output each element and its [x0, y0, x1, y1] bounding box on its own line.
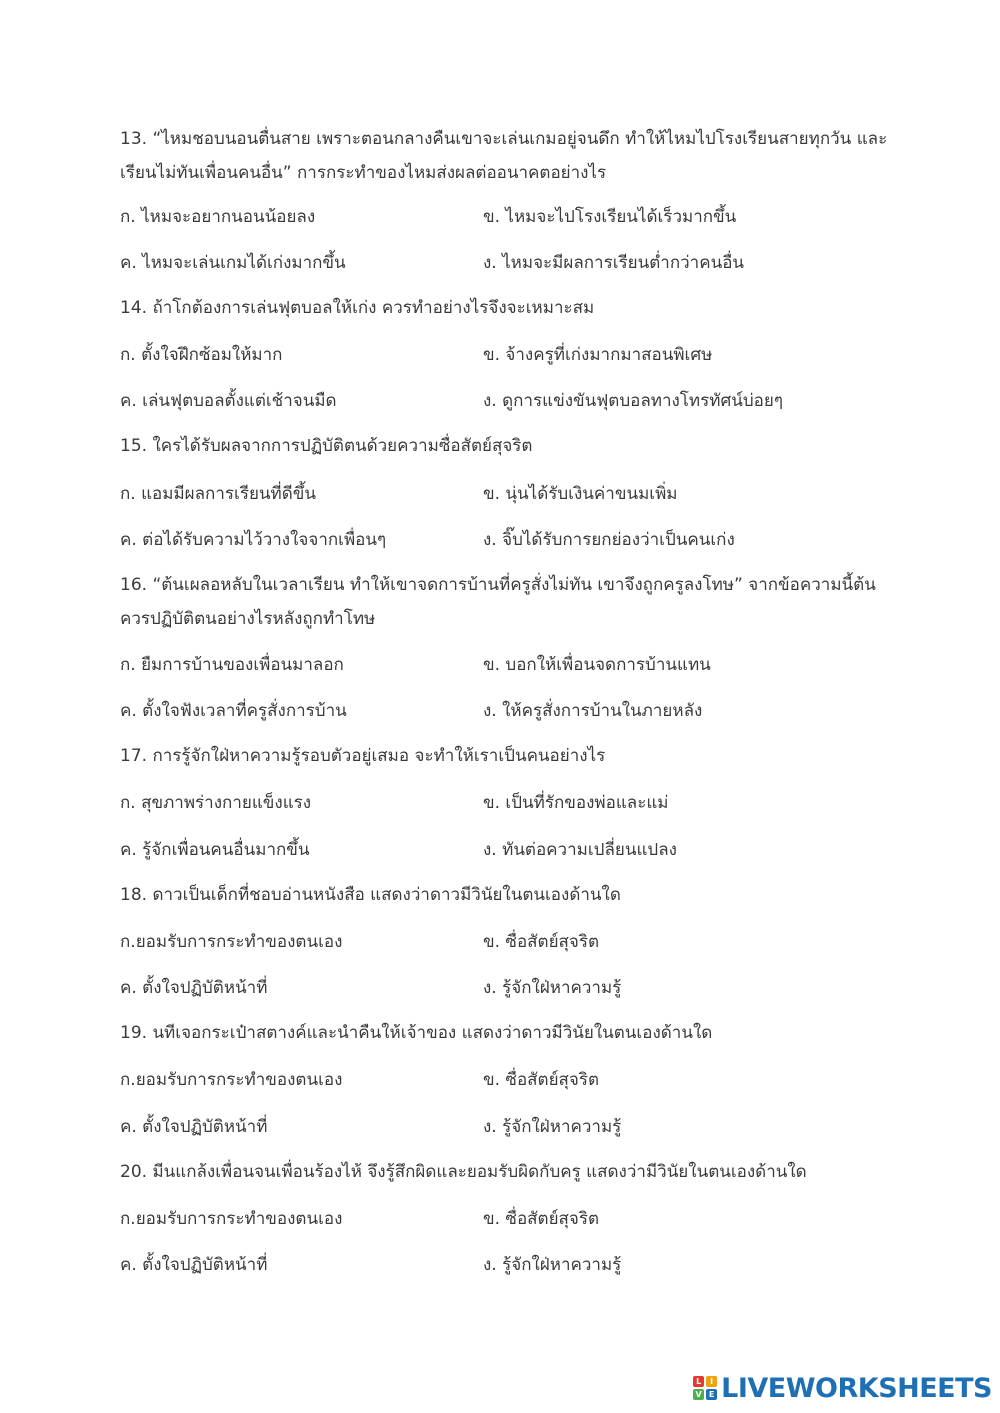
- liveworksheets-logo-text: LIVEWORKSHEETS: [721, 1372, 992, 1404]
- q17-option-b: ข. เป็นที่รักของพ่อและแม่: [483, 793, 669, 813]
- question-13: 13. “ไหมชอบนอนตื่นสาย เพราะตอนกลางคืนเขาจะเล่นเกมอยู่จนดึก ทำให้ไหมไปโรงเรียนสายทุกวัน และเรียนไม่ทันเพื่อนคนอื่น” การกระทำของไหมส่งผลต่ออนาคตอย่างไร: [120, 129, 888, 183]
- q14-option-d: ง. ดูการแข่งขันฟุตบอลทางโทรทัศน์บ่อยๆ: [483, 391, 783, 411]
- logo-tile-i: I: [706, 1376, 717, 1387]
- q15-option-d: ง. จิ๊บได้รับการยกย่องว่าเป็นคนเก่ง: [483, 530, 735, 550]
- q17-option-c: ค. รู้จักเพื่อนคนอื่นมากขึ้น: [120, 840, 310, 860]
- q20-option-b: ข. ซื่อสัตย์สุจริต: [483, 1209, 600, 1229]
- liveworksheets-logo: [693, 1371, 992, 1405]
- q16-option-c: ค. ตั้งใจฟังเวลาที่ครูสั่งการบ้าน: [120, 701, 347, 721]
- q13-option-a: ก. ไหมจะอยากนอนน้อยลง: [120, 207, 316, 227]
- q19-option-c: ค. ตั้งใจปฏิบัติหน้าที่: [120, 1117, 268, 1137]
- q20-option-d: ง. รู้จักใฝ่หาความรู้: [483, 1255, 622, 1275]
- q14-option-c: ค. เล่นฟุตบอลตั้งแต่เช้าจนมืด: [120, 391, 337, 411]
- question-16: 16. “ต้นเผลอหลับในเวลาเรียน ทำให้เขาจดการบ้านที่ครูสั่งไม่ทัน เขาจึงถูกครูลงโทษ” จากข้อความนี้ต้นควรปฏิบัติตนอย่างไรหลังถูกทำโทษ: [120, 575, 876, 629]
- q15-option-a: ก. แอมมีผลการเรียนที่ดีขึ้น: [120, 484, 317, 504]
- q18-option-c: ค. ตั้งใจปฏิบัติหน้าที่: [120, 978, 268, 998]
- q18-option-b: ข. ซื่อสัตย์สุจริต: [483, 932, 600, 952]
- q18-option-a: ก.ยอมรับการกระทำของตนเอง: [120, 932, 343, 952]
- q18-option-d: ง. รู้จักใฝ่หาความรู้: [483, 978, 622, 998]
- question-19: 19. นทีเจอกระเป๋าสตางค์และนำคืนให้เจ้าของ แสดงว่าดาวมีวินัยในตนเองด้านใด: [120, 1023, 713, 1043]
- question-15: 15. ใครได้รับผลจากการปฏิบัติตนด้วยความซื่อสัตย์สุจริต: [120, 436, 533, 456]
- q20-option-a: ก.ยอมรับการกระทำของตนเอง: [120, 1209, 343, 1229]
- q13-option-c: ค. ไหมจะเล่นเกมได้เก่งมากขึ้น: [120, 253, 346, 273]
- question-20: 20. มีนแกล้งเพื่อนจนเพื่อนร้องไห้ จึงรู้สึกผิดและยอมรับผิดกับครู แสดงว่ามีวินัยในตนเองด้านใด: [120, 1162, 807, 1182]
- q14-option-b: ข. จ้างครูที่เก่งมากมาสอนพิเศษ: [483, 345, 713, 365]
- q19-option-a: ก.ยอมรับการกระทำของตนเอง: [120, 1070, 343, 1090]
- q16-option-a: ก. ยืมการบ้านของเพื่อนมาลอก: [120, 655, 344, 675]
- q15-option-c: ค. ต่อได้รับความไว้วางใจจากเพื่อนๆ: [120, 530, 387, 550]
- q20-option-c: ค. ตั้งใจปฏิบัติหน้าที่: [120, 1255, 268, 1275]
- q15-option-b: ข. นุ่นได้รับเงินค่าขนมเพิ่ม: [483, 484, 678, 504]
- logo-tile-l: L: [693, 1376, 704, 1387]
- q13-option-d: ง. ไหมจะมีผลการเรียนต่ำกว่าคนอื่น: [483, 253, 745, 273]
- q13-option-b: ข. ไหมจะไปโรงเรียนได้เร็วมากขึ้น: [483, 207, 737, 227]
- q19-option-b: ข. ซื่อสัตย์สุจริต: [483, 1070, 600, 1090]
- q17-option-d: ง. ทันต่อความเปลี่ยนแปลง: [483, 840, 677, 860]
- q16-option-d: ง. ให้ครูสั่งการบ้านในภายหลัง: [483, 701, 703, 721]
- q16-option-b: ข. บอกให้เพื่อนจดการบ้านแทน: [483, 655, 711, 675]
- logo-tile-e: E: [706, 1389, 717, 1400]
- logo-tile-v: V: [693, 1389, 704, 1400]
- liveworksheets-logo-icon: [693, 1376, 717, 1400]
- q19-option-d: ง. รู้จักใฝ่หาความรู้: [483, 1117, 622, 1137]
- q17-option-a: ก. สุขภาพร่างกายแข็งแรง: [120, 793, 312, 813]
- q14-option-a: ก. ตั้งใจฝึกซ้อมให้มาก: [120, 345, 283, 365]
- question-18: 18. ดาวเป็นเด็กที่ชอบอ่านหนังสือ แสดงว่าดาวมีวินัยในตนเองด้านใด: [120, 885, 621, 905]
- question-14: 14. ถ้าโกต้องการเล่นฟุตบอลให้เก่ง ควรทำอย่างไรจึงจะเหมาะสม: [120, 298, 595, 318]
- question-17: 17. การรู้จักใฝ่หาความรู้รอบตัวอยู่เสมอ จะทำให้เราเป็นคนอย่างไร: [120, 746, 606, 766]
